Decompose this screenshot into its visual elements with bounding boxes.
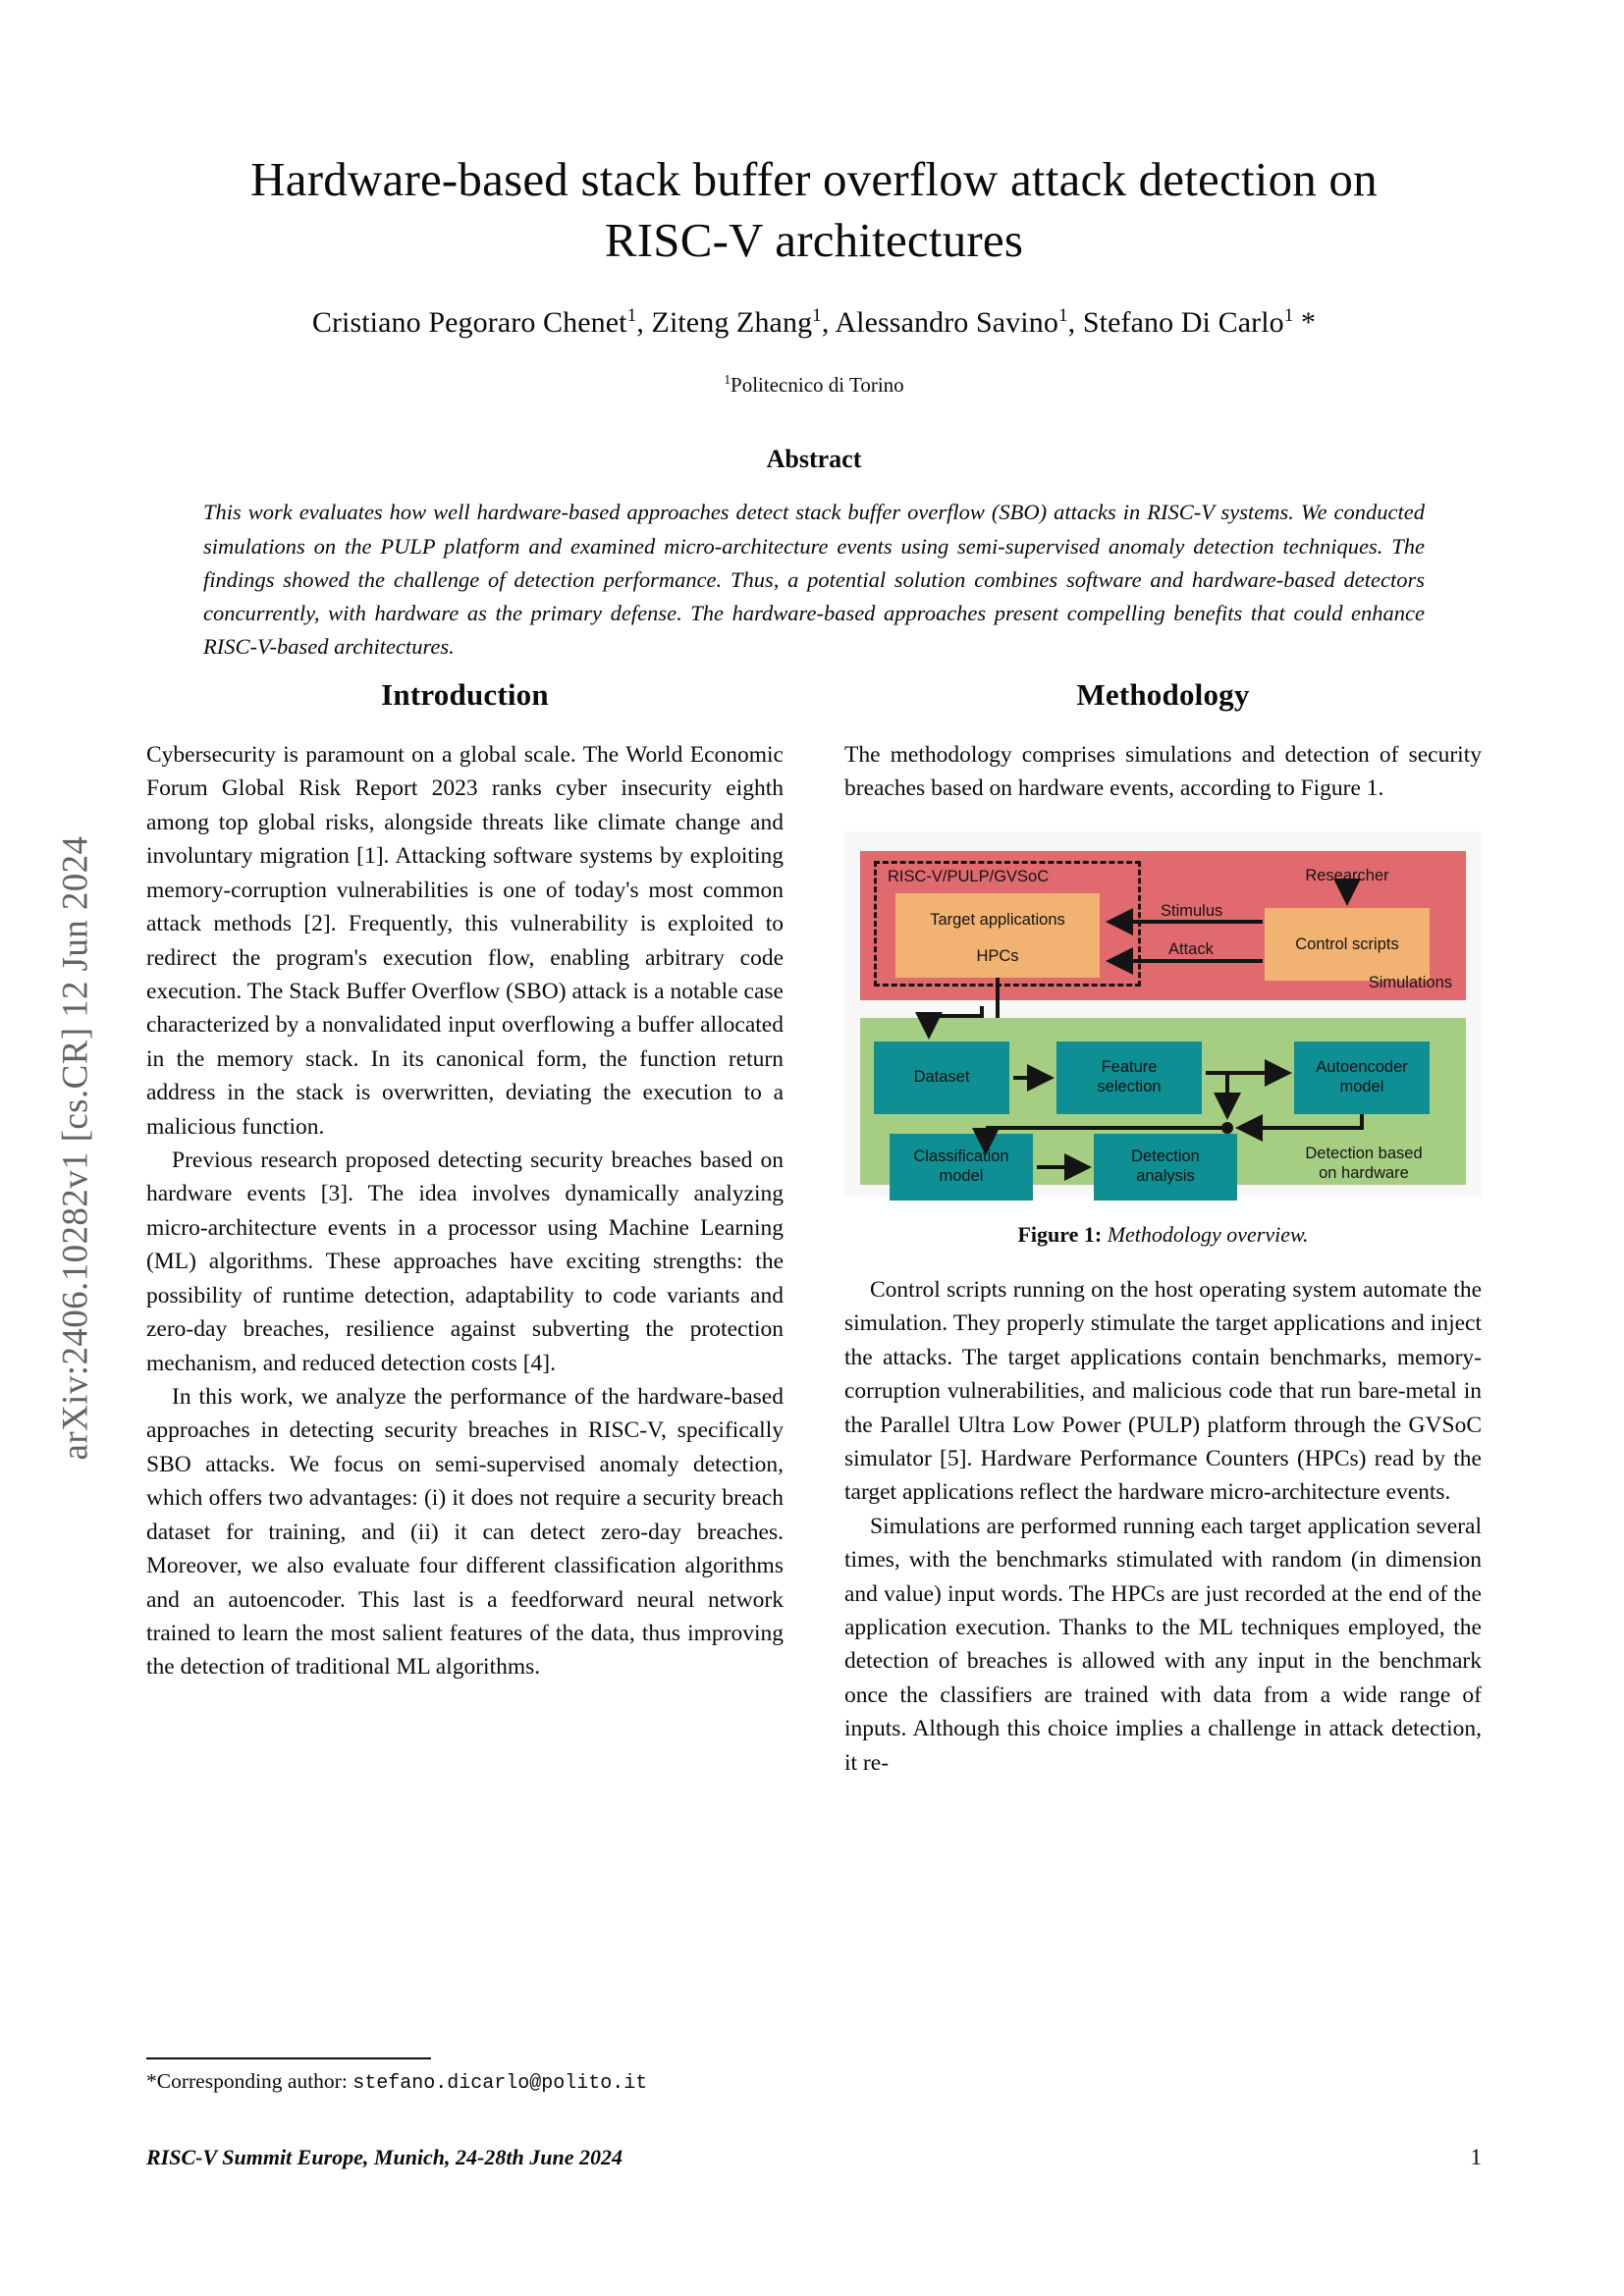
simulations-panel — [860, 851, 1466, 1000]
detection-analysis-label: Detection analysis — [1131, 1148, 1200, 1185]
attack-arrow-label: Attack — [1168, 939, 1214, 958]
two-column-body — [146, 677, 1482, 1780]
corresponding-author-email[interactable]: stefano.dicarlo@polito.it — [352, 2072, 648, 2095]
intro-paragraph-1: Cybersecurity is paramount on a global scale. The World Economic Forum Global Risk Report 2023 ranks cyber insecurity eighth among top global risks, alongside threats like climate change and involuntary migration [1]. Attacking software systems by exploiting memory-corruption vulnerabilities is one of today's most common attack methods [2]. Frequently, this vulnerability is exploited to redirect the program's execution flow, enabling arbitrary code execution. The Stack Buffer Overflow (SBO) attack is a notable case characterized by a nonvalidated input overflowing a buffer allocated in the memory stack. In its canonical form, the function return address in the stack is overwritten, deviating the execution to a malicious function. — [146, 742, 784, 1140]
left-column — [146, 677, 784, 1780]
footnote-marker: * — [146, 2069, 157, 2093]
figure-1-caption-label: Figure 1: — [1017, 1221, 1103, 1247]
control-scripts-box: Control scripts — [1265, 908, 1430, 981]
stimulus-arrow-label: Stimulus — [1161, 901, 1223, 920]
figure-1 — [844, 831, 1482, 1248]
detection-panel — [860, 1018, 1466, 1185]
author-2: Ziteng Zhang — [651, 306, 813, 340]
detection-panel-label: Detection based on hardware — [1305, 1144, 1423, 1182]
section-heading-methodology: Methodology — [1076, 677, 1250, 712]
author-4-affil-marker: 1 — [1283, 305, 1294, 327]
page-footer — [146, 2145, 1482, 2170]
methodology-paragraph-2: Control scripts running on the host operating system automate the simulation. They properly stimulate the target applications and inject the attacks. The target applications contain benchmarks, memory-corruption vulnerabilities, and malicious code that run bare-metal in the Parallel Ultra Low Power (PULP) platform through the GVSoC simulator [5]. Hardware Performance Counters (HPCs) read by the target applications reflect the hardware micro-architecture events. — [844, 1276, 1482, 1506]
intro-paragraph-2: Previous research proposed detecting security breaches based on hardware events [3]. The idea involves dynamically analyzing micro-architecture events in a processor using Machine Learning (ML) algorithms. These approaches have exciting strengths: the possibility of runtime detection, adaptability to code variants and zero-day breaches, resilience against subverting the protection mechanism, and reduced detection costs [4]. — [146, 1148, 784, 1376]
figure-1-caption — [844, 1222, 1482, 1248]
feature-selection-label: Feature selection — [1097, 1058, 1162, 1095]
abstract-body: This work evaluates how well hardware-based approaches detect stack buffer overflow (SBO) attacks in RISC-V systems. We conducted simulations on the PULP platform and examined micro-architecture events using semi-supervised anomaly detection techniques. The findings showed the challenge of detection performance. Thus, a potential solution combines software and hardware-based detectors concurrently, with hardware as the primary defense. The hardware-based approaches present compelling benefits that could enhance RISC-V-based architectures. — [203, 500, 1425, 660]
author-1-affil-marker: 1 — [626, 305, 637, 327]
author-3: Alessandro Savino — [835, 306, 1058, 340]
target-applications-label: Target applications — [930, 910, 1065, 929]
author-1: Cristiano Pegoraro Chenet — [311, 306, 627, 340]
section-heading-introduction: Introduction — [381, 677, 549, 712]
simulations-arrows — [860, 851, 1435, 1000]
footer-venue: RISC-V Summit Europe, Munich, 24-28th June 2024 — [146, 2145, 623, 2169]
methodology-paragraph-1: The methodology comprises simulations and detection of security breaches based on hardware events, according to Figure 1. — [844, 742, 1482, 802]
author-sep-2: , — [821, 306, 836, 340]
abstract-heading: Abstract — [766, 445, 862, 474]
intro-paragraph-3: In this work, we analyze the performance of the hardware-based approaches in detecting security breaches in RISC-V, specifically SBO attacks. We focus on semi-supervised anomaly detection, which offers two advantages: (i) it does not require a security breach dataset for training, and (ii) it can detect zero-day breaches. Moreover, we also evaluate four different classification algorithms and an autoencoder. This last is a feedforward neural network trained to learn the most salient features of the data, thus improving the detection of traditional ML algorithms. — [146, 1384, 784, 1681]
footer-page-number: 1 — [1470, 2145, 1482, 2169]
autoencoder-model-label: Autoencoder model — [1316, 1058, 1408, 1095]
detection-arrows — [860, 1018, 1435, 1185]
paper-content — [146, 0, 1482, 2296]
author-4: Stefano Di Carlo — [1082, 306, 1284, 340]
affiliation-name: Politecnico di Torino — [731, 373, 904, 398]
hpcs-label: HPCs — [976, 946, 1019, 965]
author-3-affil-marker: 1 — [1057, 305, 1068, 327]
figure-1-image — [844, 831, 1482, 1197]
author-sep-3: , — [1067, 306, 1083, 340]
arxiv-stamp: arXiv:2406.10282v1 [cs.CR] 12 Jun 2024 — [55, 835, 96, 1461]
page-title: Hardware-based stack buffer overflow attack detection on RISC-V architectures — [250, 152, 1378, 268]
researcher-label: Researcher — [1305, 866, 1389, 884]
affiliation-marker: 1 — [724, 372, 731, 388]
simulations-panel-label: Simulations — [1368, 973, 1452, 991]
figure-1-caption-text: Methodology overview. — [1107, 1221, 1309, 1247]
corresponding-author-marker: * — [1293, 306, 1317, 340]
methodology-paragraph-3: Simulations are performed running each target application several times, with the benchmarks stimulated with random (in dimension and value) input words. The HPCs are just recorded at the end of the application execution. Thanks to the ML techniques employed, the detection of breaches is allowed with any input in the benchmark once the classifiers are trained with data from a wide range of inputs. Although this choice implies a challenge in attack detection, it re- — [844, 1513, 1482, 1776]
dataset-box: Dataset — [874, 1041, 1009, 1114]
author-list — [146, 306, 1482, 340]
author-2-affil-marker: 1 — [812, 305, 822, 327]
author-sep-1: , — [636, 306, 652, 340]
footnote-rule — [146, 2057, 431, 2059]
autoencoder-to-junction-arrow — [1239, 1114, 1362, 1128]
right-column — [844, 677, 1482, 1780]
affiliation — [146, 373, 1482, 398]
classification-model-label: Classification model — [913, 1148, 1009, 1185]
footnote — [146, 2069, 647, 2095]
footnote-text: Corresponding author: — [156, 2069, 353, 2093]
hpcs-to-dataset-arrow — [929, 1006, 982, 1036]
risc-v-pulp-gvsoc-label: RISC-V/PULP/GVSoC — [888, 867, 1050, 885]
